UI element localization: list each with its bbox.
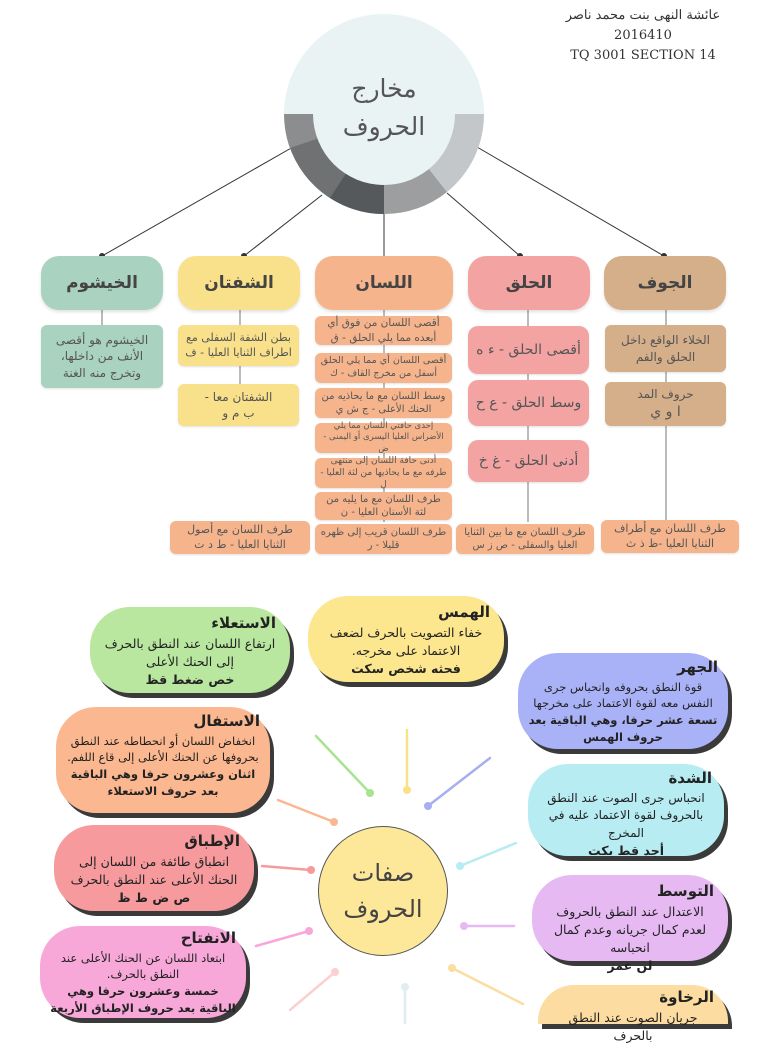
- sifa-tawassut-title: التوسط: [656, 882, 714, 900]
- sifa-istifal: [56, 707, 270, 813]
- sifat-title-circle: [318, 826, 448, 956]
- shafatan-item-1-text: بطن الشفة السفلى مع اطراف الثنايا العليا - ف: [185, 330, 292, 359]
- halq-item-3: [468, 440, 589, 482]
- lisan-bottom-1-text: طرف اللسان مع ما بين الثنايا العليا والسفلى - ص ز س: [464, 526, 586, 551]
- shafatan-item-2-line1: الشفتان معا -: [204, 389, 273, 404]
- sifa-infitah-desc: ابتعاد اللسان عن الحنك الأعلى عند النطق بالحرف.: [60, 950, 226, 982]
- sifa-tawassut-desc: الاعتدال عند النطق بالحروف لعدم كمال جريانه وعدم كمال انحباسه: [553, 903, 707, 955]
- sifa-jahr-desc: قوة النطق بحروفه وانحباس جرى النفس معه لقوة الاعتماد على مخرجها: [533, 679, 713, 711]
- makharij-title: [324, 70, 444, 146]
- jawf-item-2-line2: ا و ي: [650, 403, 681, 420]
- course-code: TQ 3001 SECTION 14: [570, 48, 716, 63]
- halq-item-1: [468, 326, 589, 374]
- sifa-shidda-title: الشدة: [668, 769, 712, 787]
- category-jawf: [604, 256, 726, 310]
- sifa-istila: [90, 607, 290, 693]
- lisan-item-2-text: أقصى اللسان أي مما يلي الحلق أسفل من مخرج القاف - ك: [320, 355, 447, 379]
- category-shafatan: [178, 256, 300, 310]
- sifa-shidda-desc: انحباس جرى الصوت عند النطق بالحروف لقوة الاعتماد عليه في المخرج: [547, 790, 705, 840]
- khayshum-item-1-text: الخيشوم هو أقصى الأنف من داخلها، وتخرج منه الغنة: [55, 333, 149, 380]
- sifa-hams-title: الهمس: [438, 603, 490, 621]
- lisan-item-7-text: طرف اللسان قريب إلى ظهره قليلا - ر: [320, 526, 447, 551]
- sifa-hams-desc: خفاء التصويت بالحرف لضعف الاعتماد على مخرجه.: [329, 624, 483, 658]
- sifa-istila-title: الاستعلاء: [211, 614, 276, 632]
- lisan-item-3-text: وسط اللسان مع ما يحاذيه من الحنك الأعلى - ج ش ي: [321, 390, 446, 415]
- sifa-jahr-title: الجهر: [677, 658, 718, 676]
- sifa-infitah: [40, 926, 246, 1018]
- jawf-item-2-line1: حروف المد: [637, 387, 694, 402]
- lisan-item-4: [315, 420, 452, 454]
- sifa-infitah-example: خمسة وعشرون حرفا وهي الباقية بعد حروف الإطباق الأربعة: [50, 984, 236, 1015]
- sifa-istila-desc: ارتفاع اللسان عند النطق بالحرف إلى الحنك الأعلى: [104, 635, 276, 669]
- sifa-itbaq-title: الإطباق: [184, 832, 240, 850]
- lisan-bottom-3-text: طرف اللسان مع أصول الثنايا العليا - ط د ت: [187, 522, 293, 551]
- category-lisan-label: اللسان: [355, 273, 413, 293]
- sifa-itbaq-desc: انطباق طائفة من اللسان إلى الحنك الأعلى عند النطق بالحرف: [70, 853, 238, 887]
- lisan-bottom-1: [456, 524, 594, 554]
- category-khayshum-label: الخيشوم: [66, 273, 138, 293]
- lisan-item-7: [315, 524, 452, 554]
- sifa-istifal-desc: انخفاض اللسان أو انحطاطه عند النطق بحروفها عن الحنك الأعلى إلى قاع اللفم.: [67, 733, 259, 765]
- lisan-item-6: [315, 492, 452, 520]
- sifa-itbaq-example: ص ض ط ظ: [117, 890, 191, 905]
- sifa-tawassut-example: لن عمر: [607, 958, 653, 974]
- title-line1: مخارج: [351, 74, 417, 103]
- sifa-jahr-example: تسعة عشر حرفا، وهي الباقية بعد حروف الهمس: [528, 713, 718, 744]
- sifa-rakhawa-title: الرخاوة: [659, 988, 714, 1006]
- category-halq-label: الحلق: [505, 273, 553, 293]
- shafatan-item-2: [178, 384, 299, 426]
- sifa-tawassut: [532, 875, 728, 974]
- category-khayshum: [41, 256, 163, 310]
- sifa-rakhawa-desc: جريان الصوت عند النطق بالحرف: [568, 1009, 698, 1043]
- sifat-title-line1: صفات: [351, 859, 415, 887]
- lisan-item-2: [315, 353, 452, 383]
- sifa-istifal-title: الاستفال: [193, 712, 260, 730]
- sifa-hams-example: فحثه شخص سكت: [351, 661, 461, 676]
- sifa-istifal-example: اثنان وعشرون حرفا وهي الباقية بعد حروف الاستعلاء: [70, 767, 256, 798]
- lisan-bottom-3: [170, 521, 310, 554]
- sifa-shidda-example: أجد قط بكت: [588, 842, 664, 858]
- shafatan-item-1: [178, 325, 299, 366]
- title-line2: الحروف: [342, 112, 426, 141]
- halq-item-1-text: أقصى الحلق - ء ه: [476, 341, 581, 358]
- lisan-item-6-text: طرف اللسان مع ما يليه من لثة الأسنان العليا - ن: [326, 493, 441, 518]
- khayshum-item-1: [41, 325, 163, 388]
- category-jawf-label: الجوف: [637, 273, 693, 293]
- jawf-item-1-text: الخلاء الواقع داخل الحلق والفم: [621, 333, 710, 364]
- jawf-item-1: [605, 325, 726, 372]
- sifa-rakhawa: [538, 985, 728, 1043]
- lisan-item-4-text: إحدى حافتي اللسان مما يلي الأضراس العليا اليسرى أو اليمنى - ض: [323, 420, 444, 454]
- sifa-itbaq: [54, 825, 254, 911]
- category-halq: [468, 256, 590, 310]
- sifa-hams: [308, 596, 504, 682]
- lisan-item-5: [315, 455, 452, 491]
- category-shafatan-label: الشفتان: [204, 273, 274, 293]
- halq-item-2: [468, 380, 589, 426]
- sifa-jahr: [518, 653, 728, 749]
- sifat-title-line2: الحروف: [343, 895, 423, 923]
- lisan-item-3: [315, 388, 452, 418]
- sifa-istila-example: خص ضغط قظ: [145, 672, 235, 687]
- lisan-item-1: [315, 316, 452, 345]
- lisan-bottom-2: [601, 520, 739, 553]
- halq-item-2-text: وسط الحلق - ع ح: [475, 394, 582, 411]
- halq-item-3-text: أدنى الحلق - غ خ: [478, 452, 579, 469]
- student-info: [528, 6, 758, 66]
- student-name: عائشة النهى بنت محمد ناصر: [565, 8, 721, 23]
- sifa-infitah-title: الانفتاح: [180, 929, 236, 947]
- category-lisan: [315, 256, 453, 310]
- lisan-item-5-text: أدنى حافة اللسان إلى منتهى طرفه مع ما يحاذيها من لثة العليا - ل: [320, 455, 447, 491]
- sifa-shidda: [528, 764, 724, 856]
- shafatan-item-2-line2: ب م و: [222, 406, 255, 420]
- lisan-item-1-text: أقصى اللسان من فوق أي أبعده مما يلي الحلق - ق: [327, 317, 440, 344]
- jawf-item-2: [605, 382, 726, 426]
- lisan-bottom-2-text: طرف اللسان مع أطراف الثنايا العليا -ظ ذ ث: [613, 521, 727, 550]
- student-id: 2016410: [614, 28, 672, 43]
